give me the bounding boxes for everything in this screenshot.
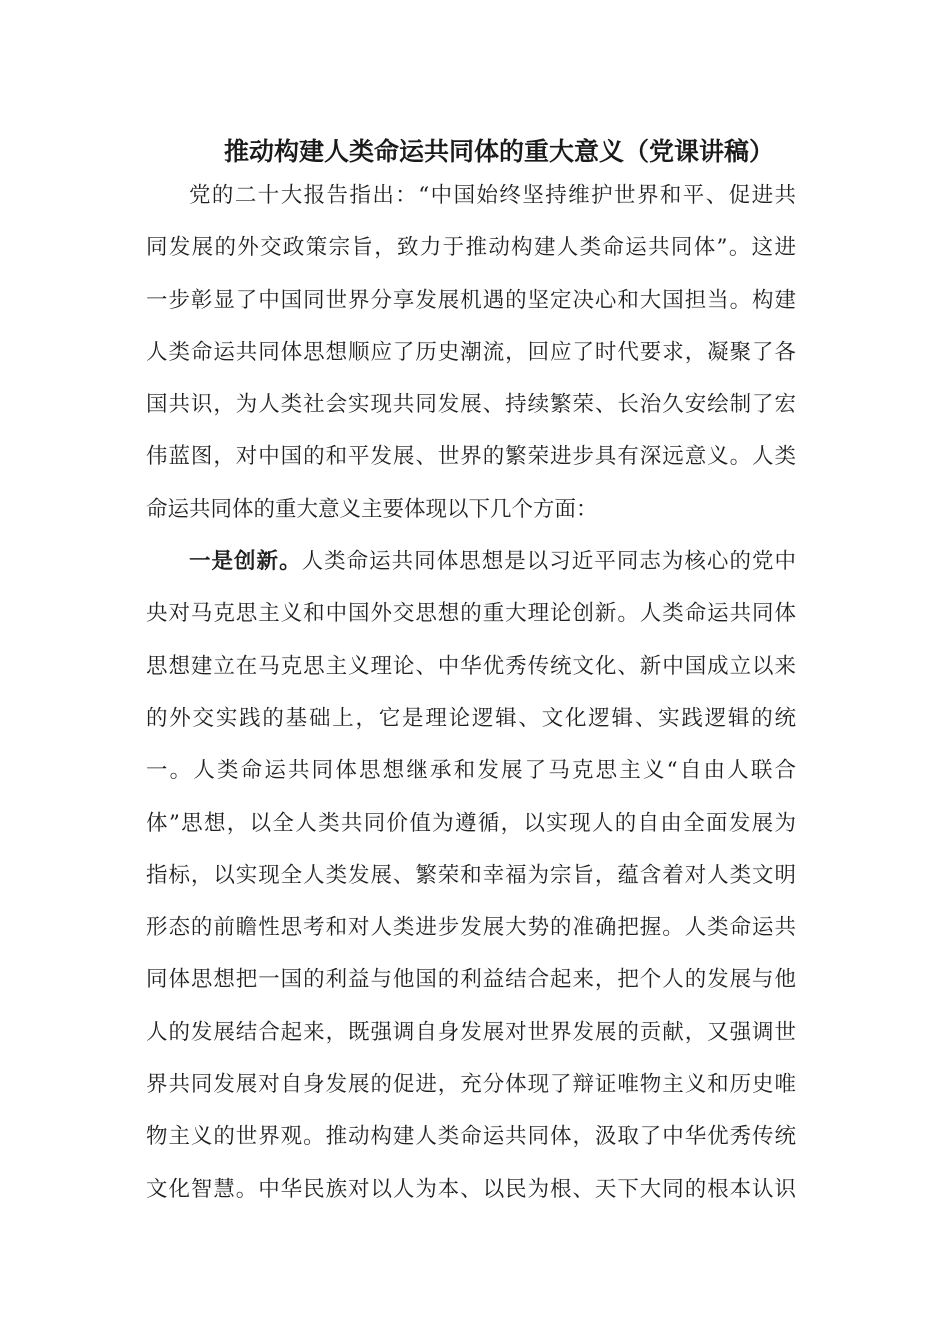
- paragraph-2-line-4: 的外交实践的基础上，它是理论逻辑、文化逻辑、实践逻辑的统: [146, 705, 796, 731]
- paragraph-1-line-3: 一步彰显了中国同世界分享发展机遇的坚定决心和大国担当。构建: [146, 287, 796, 313]
- document-body: [146, 170, 796, 1216]
- paragraph-1-line-4: 人类命运共同体思想顺应了历史潮流，回应了时代要求，凝聚了各: [146, 339, 796, 365]
- paragraph-1-line-6: 伟蓝图，对中国的和平发展、世界的繁荣进步具有深远意义。人类: [146, 444, 796, 470]
- paragraph-2-line-13: 文化智慧。中华民族对以人为本、以民为根、天下大同的根本认识: [146, 1176, 796, 1202]
- paragraph-2-line-3: 思想建立在马克思主义理论、中华优秀传统文化、新中国成立以来: [146, 653, 796, 679]
- document-title: 推动构建人类命运共同体的重大意义（党课讲稿）: [223, 137, 774, 166]
- paragraph-2-line-9: 同体思想把一国的利益与他国的利益结合起来，把个人的发展与他: [146, 967, 796, 993]
- paragraph-2-line-12: 物主义的世界观。推动构建人类命运共同体，汲取了中华优秀传统: [146, 1124, 796, 1150]
- paragraph-1-line-1: 党的二十大报告指出：“中国始终坚持维护世界和平、促进共: [189, 183, 796, 208]
- paragraph-1-line-7: 命运共同体的重大意义主要体现以下几个方面：: [146, 496, 598, 522]
- paragraph-2-line-7: 指标，以实现全人类发展、繁荣和幸福为宗旨，蕴含着对人类文明: [146, 862, 796, 888]
- paragraph-1-line-5: 国共识，为人类社会实现共同发展、持续繁荣、长治久安绘制了宏: [146, 392, 796, 418]
- paragraph-2-line-1: [146, 536, 796, 588]
- paragraph-2-line-11: 界共同发展对自身发展的促进，充分体现了辩证唯物主义和历史唯: [146, 1072, 796, 1098]
- paragraph-2-line-6: 体”思想，以全人类共同价值为遵循，以实现人的自由全面发展为: [146, 810, 796, 836]
- paragraph-2-line-1-text: 人类命运共同体思想是以习近平同志为核心的党中: [301, 549, 796, 575]
- paragraph-2-line-10: 人的发展结合起来，既强调自身发展对世界发展的贡献，又强调世: [146, 1019, 796, 1045]
- paragraph-2-lead: 一是创新。: [189, 549, 302, 575]
- paragraph-2-line-8: 形态的前瞻性思考和对人类进步发展大势的准确把握。人类命运共: [146, 915, 796, 941]
- paragraph-1-line-2: 同发展的外交政策宗旨，致力于推动构建人类命运共同体”。这进: [146, 235, 796, 261]
- paragraph-2-line-5: 一。人类命运共同体思想继承和发展了马克思主义“自由人联合: [146, 758, 796, 784]
- paragraph-2-line-2: 央对马克思主义和中国外交思想的重大理论创新。人类命运共同体: [146, 601, 796, 627]
